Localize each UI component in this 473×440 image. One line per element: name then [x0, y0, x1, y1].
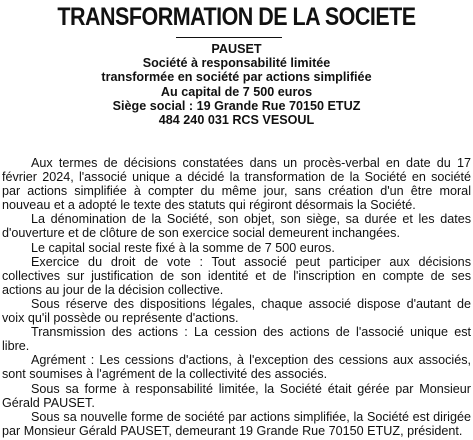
paragraph-decisions: Aux termes de décisions constatées dans un procès-verbal en date du 17 février 2024, l'associé unique a décidé la transformation de la Société en société par actions simplifiée à compter du même jour, sans création d'un être moral nouveau et a adopté le texte des statuts qui régiront désormais la Société. [2, 156, 471, 213]
paragraph-share-transfer: Transmission des actions : La cession des actions de l'associé unique est libre. [2, 325, 471, 354]
paragraph-approval: Agrément : Les cessions d'actions, à l'exception des cessions aux associés, sont soumises à l'agrément de la collectivité des associés. [2, 353, 471, 382]
legal-form: Société à responsabilité limitée [142, 56, 331, 71]
rcs-number: 484 240 031 RCS VESOUL [158, 113, 315, 128]
company-header [0, 42, 473, 127]
notice-body [2, 156, 471, 438]
paragraph-president: Sous sa nouvelle forme de société par actions simplifiée, la Société est dirigée par Monsieur Gérald PAUSET, demeurant 19 Grande Rue 70150 ETUZ, président. [2, 409, 471, 438]
transformation-line: transformée en société par actions simplifiée [101, 70, 372, 85]
title-divider [176, 37, 282, 38]
paragraph-votes: Sous réserve des dispositions légales, chaque associé dispose d'autant de voix qu'il possède ou représente d'actions. [2, 296, 471, 326]
paragraph-voting-right: Exercice du droit de vote : Tout associé peut participer aux décisions collectives sur justification de son identité et de l'inscription en compte de ses actions au jour de la décision collective. [2, 254, 471, 297]
paragraph-former-manager: Sous sa forme à responsabilité limitée, la Société était gérée par Monsieur Gérald PAUSET. [2, 381, 471, 410]
paragraph-unchanged: La dénomination de la Société, son objet, son siège, sa durée et les dates d'ouverture et de clôture de son exercice social demeurent inchangées. [2, 212, 471, 241]
company-name: PAUSET [211, 42, 262, 56]
registered-office: Siège social : 19 Grande Rue 70150 ETUZ [112, 98, 361, 113]
paragraph-capital: Le capital social reste fixé à la somme de 7 500 euros. [31, 240, 335, 255]
notice-title: TRANSFORMATION DE LA SOCIETE [57, 3, 416, 31]
share-capital: Au capital de 7 500 euros [160, 84, 313, 99]
